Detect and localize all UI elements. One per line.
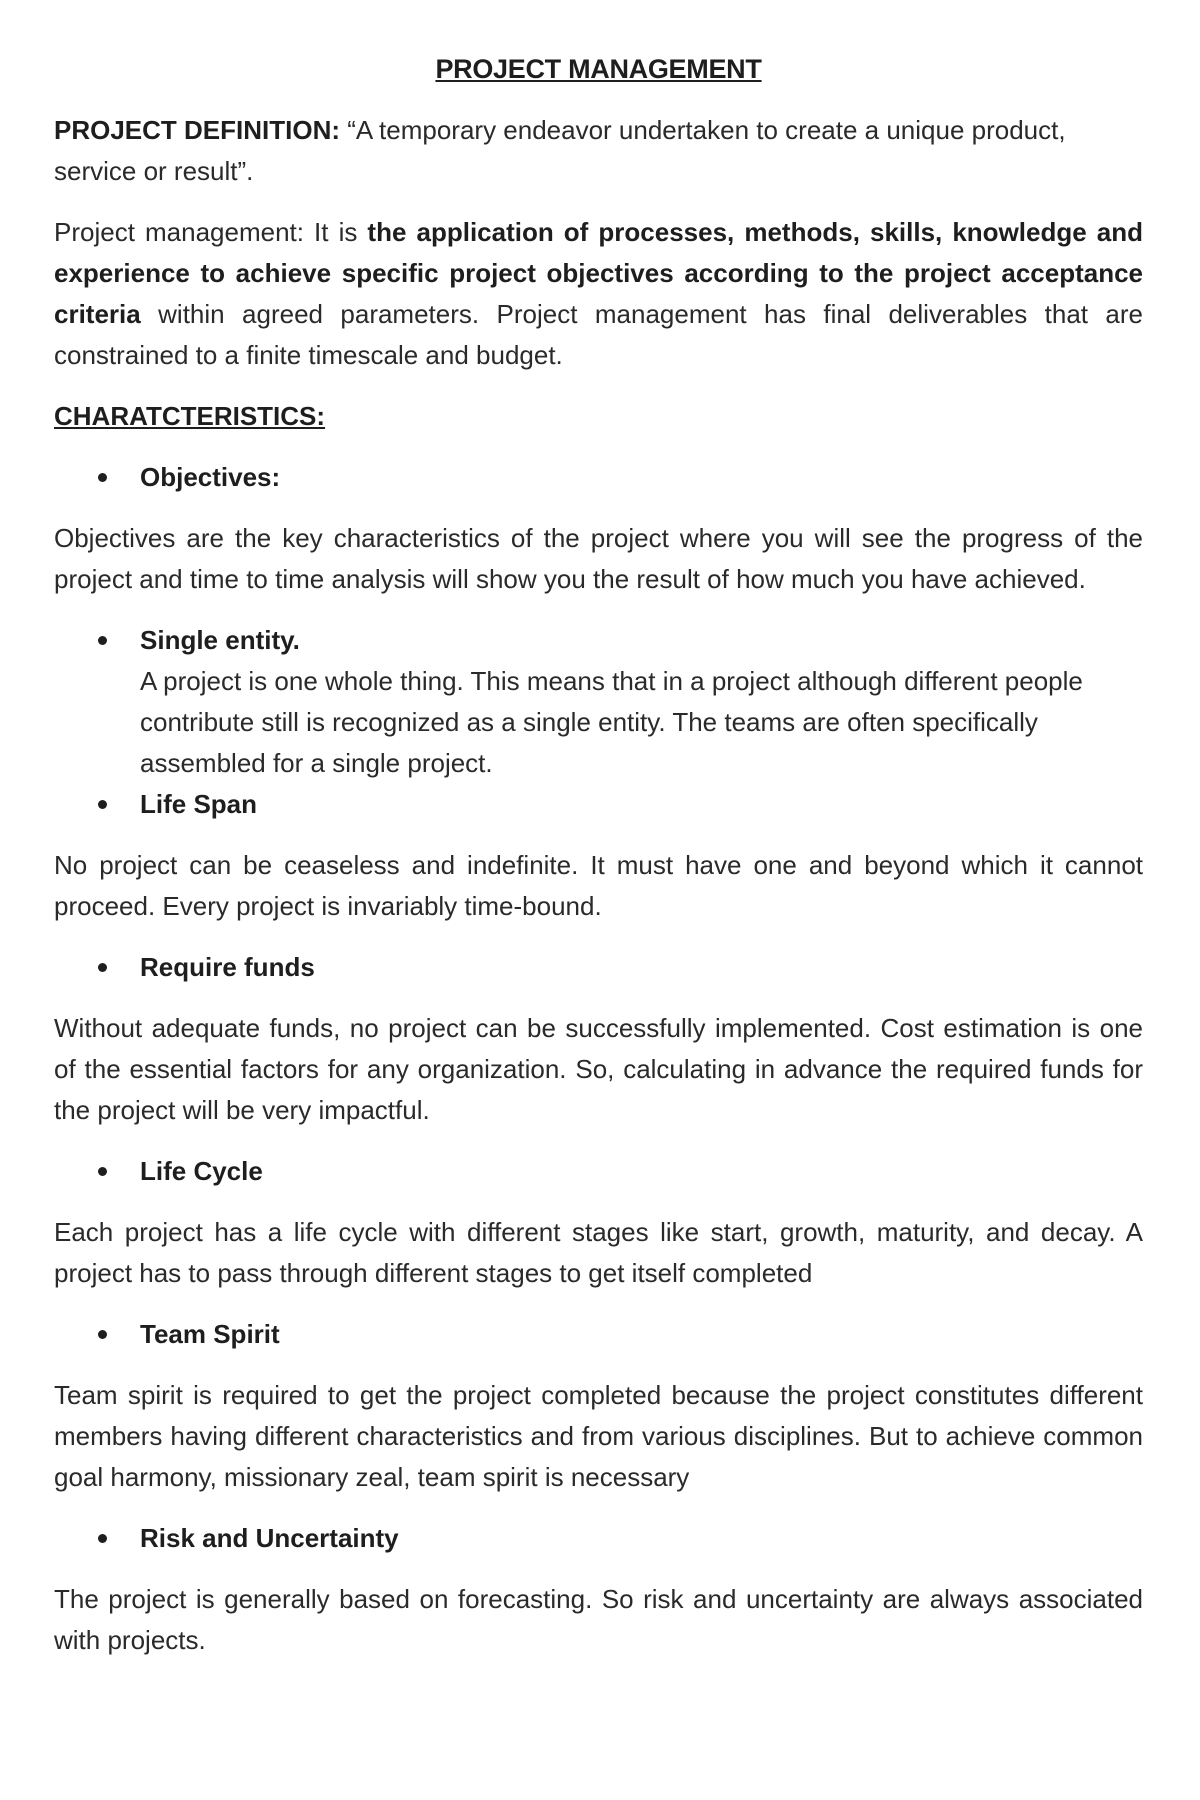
- bullet-life-cycle: [54, 1151, 1143, 1192]
- bullet-dot-icon: [98, 800, 107, 809]
- risk-uncertainty-body: The project is generally based on forecasting. So risk and uncertainty are always associated with projects.: [54, 1584, 1143, 1655]
- definition-label: PROJECT DEFINITION:: [54, 115, 341, 145]
- bullet-title: Life Span: [140, 789, 258, 819]
- bullet-dot-icon: [98, 473, 107, 482]
- bullet-title: Team Spirit: [140, 1319, 280, 1349]
- bullet-title: Single entity.: [140, 625, 300, 655]
- require-funds-body: Without adequate funds, no project can be successfully implemented. Cost estimation is one of the essential factors for any organization. So, calculating in advance the required funds for the project will be very impactful.: [54, 1013, 1143, 1125]
- bullet-dot-icon: [98, 963, 107, 972]
- bullet-risk-uncertainty: [54, 1518, 1143, 1559]
- bullet-title: Life Cycle: [140, 1156, 263, 1186]
- life-cycle-body: Each project has a life cycle with different stages like start, growth, maturity, and decay. A project has to pass through different stages to get itself completed: [54, 1217, 1143, 1288]
- bullet-title: Objectives:: [140, 462, 281, 492]
- pm-bold: the application of processes, methods, skills, knowledge and experience to achieve specific project objectives according to the project acceptance criteria: [54, 217, 1143, 329]
- bullet-dot-icon: [98, 1534, 107, 1543]
- bullet-life-span: [54, 784, 1143, 825]
- life-span-body: No project can be ceaseless and indefinite. It must have one and beyond which it cannot proceed. Every project is invariably time-bound.: [54, 850, 1143, 921]
- bullet-team-spirit: [54, 1314, 1143, 1355]
- definition-text: “A temporary endeavor undertaken to create a unique product, service or result”.: [54, 115, 1066, 186]
- characteristics-heading: CHARATCTERISTICS:: [54, 401, 326, 431]
- bullet-single-entity: [54, 620, 1143, 661]
- pm-paragraph: [54, 212, 1143, 376]
- team-spirit-body: Team spirit is required to get the project completed because the project constitutes different members having different characteristics and from various disciplines. But to achieve common goal harmony, missionary zeal, team spirit is necessary: [54, 1380, 1143, 1492]
- page-title: PROJECT MANAGEMENT: [435, 54, 762, 84]
- bullet-dot-icon: [98, 1167, 107, 1176]
- pm-tail: within agreed parameters. Project management has final deliverables that are constrained to a finite timescale and budget.: [54, 299, 1143, 370]
- bullet-objectives: [54, 457, 1143, 498]
- pm-lead: Project management: It is: [54, 217, 368, 247]
- definition-paragraph: [54, 110, 1143, 192]
- bullet-title: Require funds: [140, 952, 315, 982]
- bullet-dot-icon: [98, 1330, 107, 1339]
- single-entity-body: A project is one whole thing. This means that in a project although different people contribute still is recognized as a single entity. The teams are often specifically assembled for a single project.: [140, 666, 1083, 778]
- bullet-require-funds: [54, 947, 1143, 988]
- bullet-dot-icon: [98, 636, 107, 645]
- objectives-body: Objectives are the key characteristics of the project where you will see the progress of the project and time to time analysis will show you the result of how much you have achieved.: [54, 523, 1143, 594]
- bullet-title: Risk and Uncertainty: [140, 1523, 399, 1553]
